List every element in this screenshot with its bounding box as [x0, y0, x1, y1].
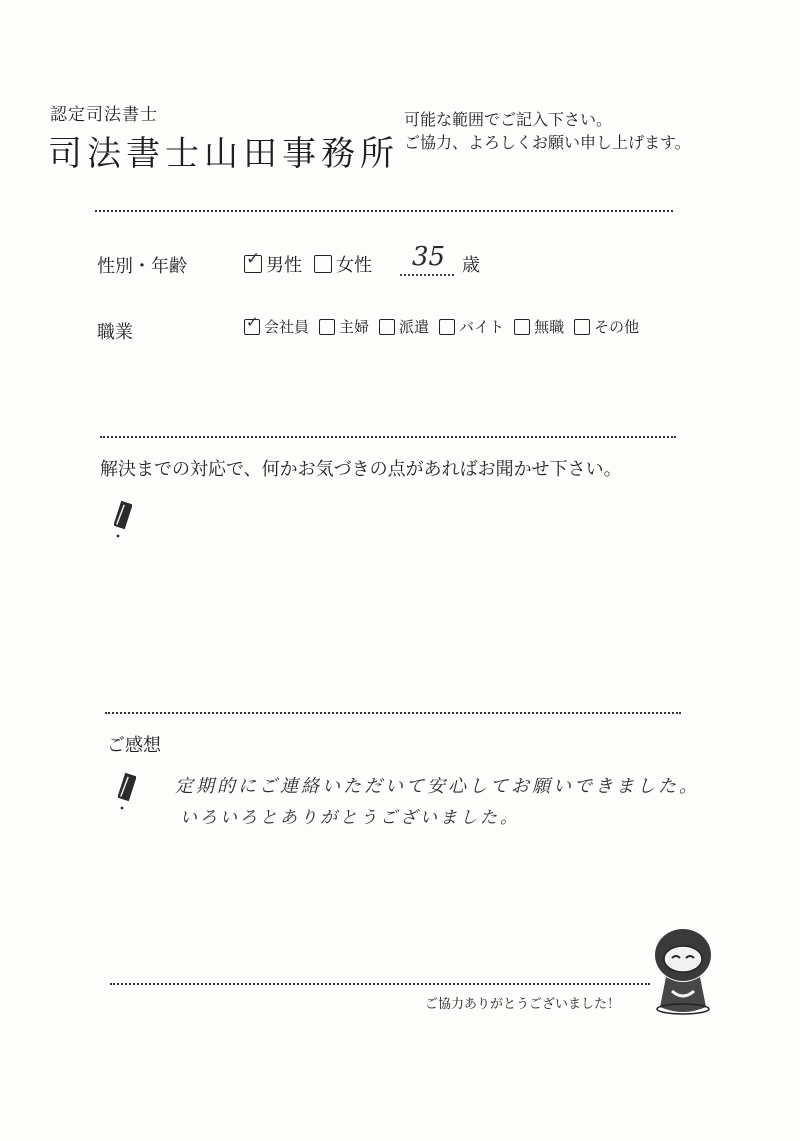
instruction-line-2: ご協力、よろしくお願い申し上げます。	[404, 133, 691, 152]
gender-age-label: 性別・年齢	[97, 256, 187, 277]
occupation-option-label: バイト	[459, 318, 505, 336]
occupation-label: 職業	[97, 322, 133, 343]
feedback-answer[interactable]	[150, 520, 670, 540]
divider-1	[95, 210, 673, 212]
occupation-option-label: 無職	[534, 318, 565, 336]
impressions-label: ご感想	[107, 735, 161, 756]
check-mark-icon: ✓	[246, 249, 261, 269]
part-time-checkbox[interactable]	[439, 319, 455, 335]
gender-options	[244, 251, 384, 277]
office-subtitle: 認定司法書士	[50, 105, 158, 125]
occupation-option-company-employee[interactable]	[244, 312, 310, 337]
unemployed-checkbox[interactable]	[514, 319, 530, 335]
pencil-icon	[114, 500, 132, 540]
instruction-line-1: 可能な範囲でご記入下さい。	[404, 110, 613, 129]
divider-4	[110, 983, 650, 985]
occupation-option-label: 会社員	[264, 318, 310, 336]
office-name: 司法書士山田事務所	[48, 134, 399, 174]
occupation-options	[244, 312, 649, 337]
occupation-option-temp[interactable]	[379, 316, 429, 337]
footer-thanks: ご協力ありがとうございました！	[425, 997, 621, 1012]
male-option[interactable]	[244, 251, 302, 277]
occupation-option-part-time[interactable]	[439, 316, 504, 337]
company-employee-checkbox[interactable]	[244, 312, 260, 335]
occupation-option-label: 主婦	[339, 318, 370, 336]
female-checkbox[interactable]	[314, 255, 332, 273]
other-checkbox[interactable]	[574, 319, 590, 335]
impressions-line-1: 定期的にご連絡いただいて安心してお願いできました。	[175, 776, 700, 797]
divider-3	[105, 712, 681, 714]
housewife-checkbox[interactable]	[319, 319, 335, 335]
female-label: 女性	[336, 255, 372, 276]
occupation-option-other[interactable]	[574, 316, 639, 337]
occupation-option-housewife[interactable]	[319, 316, 369, 337]
male-checkbox[interactable]	[244, 249, 262, 273]
bowing-mascot-icon	[646, 925, 720, 1017]
pencil-icon	[118, 772, 136, 812]
age-unit: 歳	[462, 255, 480, 276]
feedback-question: 解決までの対応で、何かお気づきの点があればお聞かせ下さい。	[100, 459, 622, 480]
occupation-option-unemployed[interactable]	[514, 316, 564, 337]
age-field[interactable]	[400, 242, 454, 276]
impressions-line-2: いろいろとありがとうございました。	[180, 808, 520, 828]
occupation-option-label: その他	[594, 318, 640, 336]
female-option[interactable]	[314, 251, 372, 277]
divider-2	[100, 436, 676, 438]
check-mark-icon: ✓	[246, 312, 259, 331]
male-label: 男性	[266, 255, 302, 276]
temp-checkbox[interactable]	[379, 319, 395, 335]
occupation-option-label: 派遣	[399, 318, 430, 336]
age-value: 35	[412, 242, 446, 272]
